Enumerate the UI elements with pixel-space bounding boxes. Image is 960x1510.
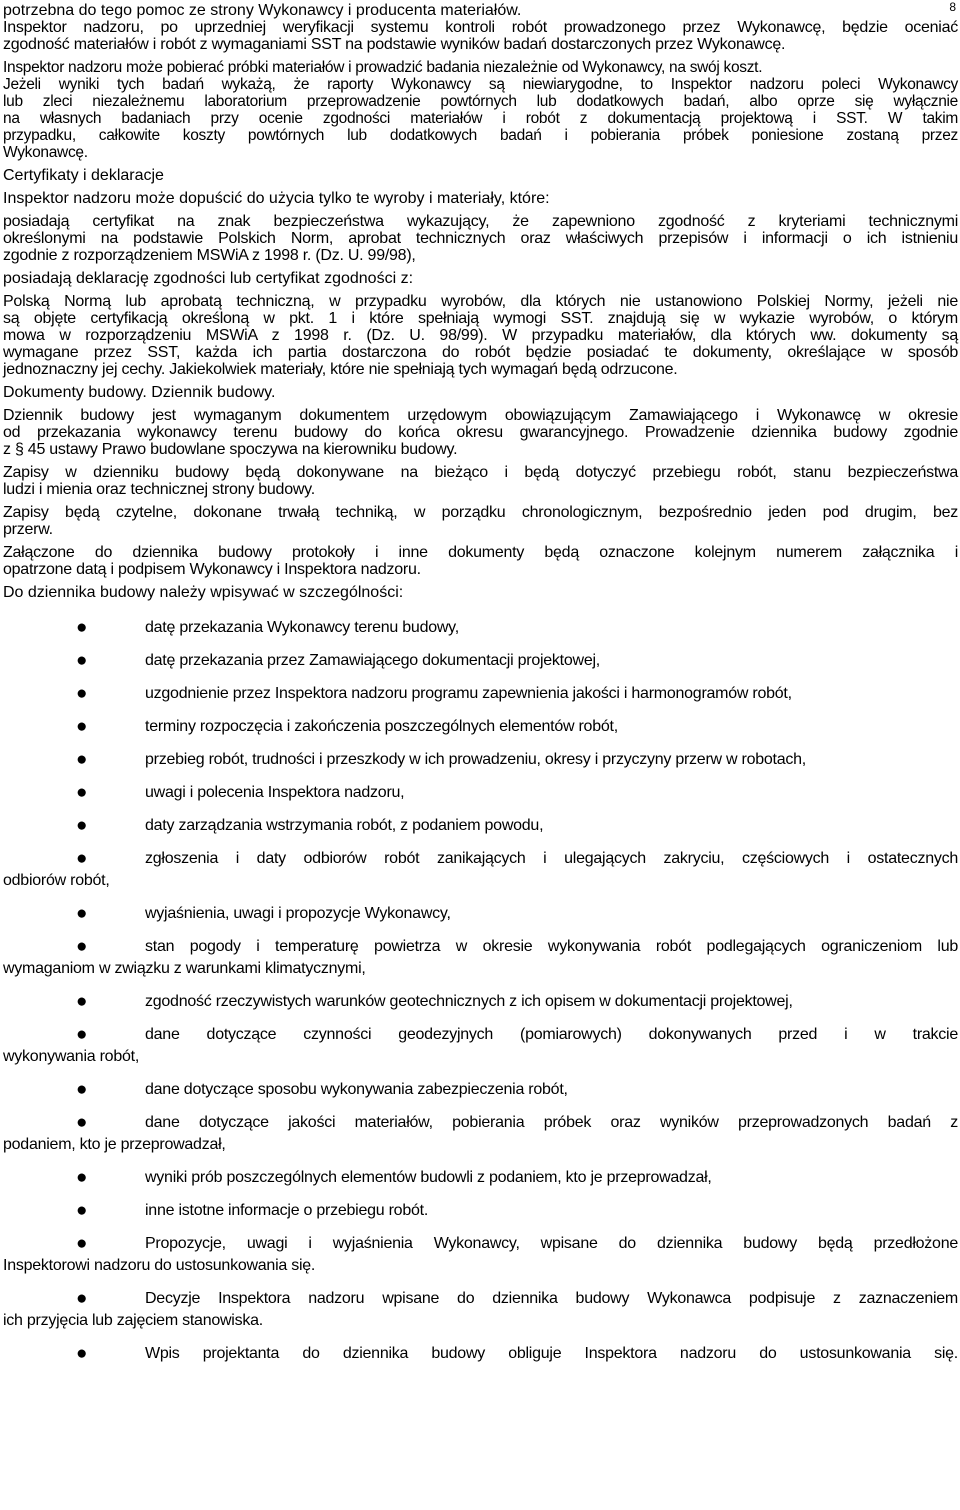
list-item bbox=[3, 746, 958, 779]
section-heading-documents bbox=[3, 384, 958, 401]
text-line: przypadku, całkowite koszty powtórnych lub dodatkowych badań i pobierania próbek poniesione zostaną przez bbox=[3, 127, 958, 144]
list-item-text: uzgodnienie przez Inspektora nadzoru programu zapewnienia jakości i harmonogramów robót, bbox=[145, 685, 792, 702]
paragraph-9 bbox=[3, 293, 958, 378]
text-line: są objęte certyfikacją określoną w pkt. 1 i które spełniają wymogi SST. znajdują się w wykazie wyrobów, o którym bbox=[3, 310, 958, 327]
text-line: opatrzone datą i podpisem Wykonawcy i Inspektora nadzoru. bbox=[3, 561, 421, 578]
list-item bbox=[3, 933, 958, 988]
list-item-text: wyjaśnienia, uwagi i propozycje Wykonawcy, bbox=[145, 905, 451, 922]
text-line: Do dziennika budowy należy wpisywać w szczególności: bbox=[3, 584, 404, 601]
list-item bbox=[3, 1021, 958, 1076]
list-item bbox=[3, 812, 958, 845]
page-number: 8 bbox=[949, 0, 956, 14]
text-line: Inspektor nadzoru może dopuścić do użycia tylko te wyroby i materiały, które: bbox=[3, 190, 550, 207]
list-item-text: przebieg robót, trudności i przeszkody w ich prowadzeniu, okresy i przyczyny przerw w robotach, bbox=[145, 751, 806, 768]
list-item-text: Decyzje Inspektora nadzoru wpisane do dziennika budowy Wykonawca podpisuje z zaznaczeniem bbox=[145, 1290, 958, 1307]
list-item-text: inne istotne informacje o przebiegu robót. bbox=[145, 1202, 429, 1219]
paragraph-7 bbox=[3, 213, 958, 264]
text-line: określonymi na podstawie Polskich Norm, aprobat technicznych oraz właściwych przepisów i informacji o ich istnieniu bbox=[3, 230, 958, 247]
list-item-text: uwagi i polecenia Inspektora nadzoru, bbox=[145, 784, 405, 801]
paragraph-6 bbox=[3, 190, 958, 207]
bullet-icon: ● bbox=[76, 1233, 88, 1254]
list-item-text: stan pogody i temperaturę powietrza w okresie wykonywania robót podlegających ograniczeniom lub bbox=[145, 938, 958, 955]
list-item-text: datę przekazania przez Zamawiającego dokumentacji projektowej, bbox=[145, 652, 600, 669]
list-item-text: dane dotyczące sposobu wykonywania zabezpieczenia robót, bbox=[145, 1081, 568, 1098]
text-line: mowa w rozporządzeniu MSWiA z 1998 r. (Dz. U. 98/99). W przypadku materiałów, dla których ww. dokumenty są bbox=[3, 327, 958, 344]
bullet-icon: ● bbox=[76, 903, 88, 924]
bullet-icon: ● bbox=[76, 815, 88, 836]
bullet-icon: ● bbox=[76, 1112, 88, 1133]
text-line: wymagane przez SST, każda ich partia dostarczona do robót będzie posiadać te dokumenty, określające w sposób bbox=[3, 344, 958, 361]
list-item bbox=[3, 1197, 958, 1230]
list-item bbox=[3, 647, 958, 680]
list-item-continuation: Inspektorowi nadzoru do ustosunkowania się. bbox=[3, 1257, 316, 1274]
bullet-icon: ● bbox=[76, 936, 88, 957]
text-line: posiadają deklarację zgodności lub certyfikat zgodności z: bbox=[3, 270, 414, 287]
text-line: zgodnie z rozporządzeniem MSWiA z 1998 r. (Dz. U. 99/98), bbox=[3, 247, 416, 264]
list-item-text: terminy rozpoczęcia i zakończenia poszczególnych elementów robót, bbox=[145, 718, 618, 735]
list-item-continuation: wykonywania robót, bbox=[3, 1048, 140, 1065]
list-item bbox=[3, 1164, 958, 1197]
list-item-continuation: wymaganiom w związku z warunkami klimatycznymi, bbox=[3, 960, 366, 977]
bullet-icon: ● bbox=[76, 848, 88, 869]
list-item bbox=[3, 845, 958, 900]
list-item bbox=[3, 988, 958, 1021]
text-line: potrzebna do tego pomoc ze strony Wykonawcy i producenta materiałów. bbox=[3, 2, 522, 19]
text-line: z § 45 ustawy Prawo budowlane spoczywa na kierowniku budowy. bbox=[3, 441, 458, 458]
list-item-text: Wpis projektanta do dziennika budowy obliguje Inspektora nadzoru do ustosunkowania się. bbox=[145, 1345, 958, 1362]
bullet-icon: ● bbox=[76, 1079, 88, 1100]
bullet-icon: ● bbox=[76, 782, 88, 803]
text-line: lub zleci niezależnemu laboratorium przeprowadzenie powtórnych lub dodatkowych badań, albo oprze się wyłącznie bbox=[3, 93, 958, 110]
bullet-icon: ● bbox=[76, 1167, 88, 1188]
text-line: na własnych badaniach przy ocenie zgodności materiałów i robót z dokumentacją projektową i SST. W takim bbox=[3, 110, 958, 127]
list-item bbox=[3, 614, 958, 647]
text-line: Zapisy będą czytelne, dokonane trwałą techniką, w porządku chronologicznym, bezpośrednio jeden pod drugim, bez bbox=[3, 504, 958, 521]
text-line: od przekazania wykonawcy terenu budowy do końca okresu gwarancyjnego. Prowadzenie dziennika budowy zgodnie bbox=[3, 424, 958, 441]
paragraph-13 bbox=[3, 504, 958, 538]
text-line: Inspektor nadzoru, po uprzedniej weryfikacji systemu kontroli robót prowadzonego przez Wykonawcę, będzie oceniać bbox=[3, 19, 958, 36]
text-line: Załączone do dziennika budowy protokoły i inne dokumenty będą oznaczone kolejnym numerem załącznika i bbox=[3, 544, 958, 561]
list-item bbox=[3, 1230, 958, 1285]
list-item-text: daty zarządzania wstrzymania robót, z podaniem powodu, bbox=[145, 817, 544, 834]
paragraph-11 bbox=[3, 407, 958, 458]
paragraph-12 bbox=[3, 464, 958, 498]
paragraph-1 bbox=[3, 2, 958, 19]
list-item bbox=[3, 1340, 958, 1373]
text-line: Zapisy w dzienniku budowy będą dokonywane na bieżąco i będą dotyczyć przebiegu robót, stanu bezpieczeństwa bbox=[3, 464, 958, 481]
section-heading-certificates bbox=[3, 167, 958, 184]
text-line: Inspektor nadzoru może pobierać próbki materiałów i prowadzić badania niezależnie od Wykonawcy, na swój koszt. bbox=[3, 59, 763, 76]
list-item-text: wyniki prób poszczególnych elementów budowli z podaniem, kto je przeprowadzał, bbox=[145, 1169, 712, 1186]
list-item bbox=[3, 1076, 958, 1109]
bullet-icon: ● bbox=[76, 1343, 88, 1364]
list-item-text: Propozycje, uwagi i wyjaśnienia Wykonawcy, wpisane do dziennika budowy będą przedłożone bbox=[145, 1235, 958, 1252]
paragraph-14 bbox=[3, 544, 958, 578]
list-item-text: dane dotyczące jakości materiałów, pobierania próbek oraz wyników przeprowadzonych badań z bbox=[145, 1114, 958, 1131]
list-item-continuation: odbiorów robót, bbox=[3, 872, 110, 889]
bullet-icon: ● bbox=[76, 617, 88, 638]
bullet-icon: ● bbox=[76, 683, 88, 704]
text-line: Polską Normą lub aprobatą techniczną, w przypadku wyrobów, dla których nie ustanowiono Polskiej Normy, jeżeli nie bbox=[3, 293, 958, 310]
text-line: Certyfikaty i deklaracje bbox=[3, 167, 164, 184]
text-line: zgodność materiałów i robót z wymaganiami SST na podstawie wyników badań dostarczonych przez Wykonawcę. bbox=[3, 36, 786, 53]
bullet-list bbox=[3, 614, 958, 1373]
list-item-continuation: ich przyjęcia lub zajęciem stanowiska. bbox=[3, 1312, 263, 1329]
list-item bbox=[3, 900, 958, 933]
text-line: posiadają certyfikat na znak bezpieczeństwa wykazujący, że zapewniono zgodność z kryteriami technicznymi bbox=[3, 213, 958, 230]
paragraph-3 bbox=[3, 59, 958, 76]
text-line: Dziennik budowy jest wymaganym dokumentem urzędowym obowiązującym Zamawiającego i Wykonawcę w okresie bbox=[3, 407, 958, 424]
paragraph-2 bbox=[3, 19, 958, 53]
list-item bbox=[3, 779, 958, 812]
list-item-continuation: podaniem, kto je przeprowadzał, bbox=[3, 1136, 226, 1153]
list-item bbox=[3, 713, 958, 746]
list-item-text: zgłoszenia i daty odbiorów robót zanikających i ulegających zakryciu, częściowych i ostatecznych bbox=[145, 850, 958, 867]
text-line: Jeżeli wyniki tych badań wykażą, że raporty Wykonawcy są niewiarygodne, to Inspektor nadzoru poleci Wykonawcy bbox=[3, 76, 958, 93]
list-item bbox=[3, 1285, 958, 1340]
list-item-text: datę przekazania Wykonawcy terenu budowy, bbox=[145, 619, 459, 636]
list-item bbox=[3, 1109, 958, 1164]
text-line: jednoznaczny jej cechy. Jakiekolwiek materiały, które nie spełniają tych wymagań będą odrzucone. bbox=[3, 361, 678, 378]
bullet-icon: ● bbox=[76, 716, 88, 737]
document-body bbox=[3, 2, 958, 1373]
bullet-icon: ● bbox=[76, 749, 88, 770]
text-line: ludzi i mienia oraz technicznej strony budowy. bbox=[3, 481, 315, 498]
bullet-icon: ● bbox=[76, 1024, 88, 1045]
paragraph-4 bbox=[3, 76, 958, 161]
list-item bbox=[3, 680, 958, 713]
text-line: Dokumenty budowy. Dziennik budowy. bbox=[3, 384, 276, 401]
bullet-icon: ● bbox=[76, 1200, 88, 1221]
list-item-text: zgodność rzeczywistych warunków geotechnicznych z ich opisem w dokumentacji projektowej, bbox=[145, 993, 793, 1010]
list-item-text: dane dotyczące czynności geodezyjnych (pomiarowych) dokonywanych przed i w trakcie bbox=[145, 1026, 958, 1043]
paragraph-8 bbox=[3, 270, 958, 287]
bullet-icon: ● bbox=[76, 991, 88, 1012]
text-line: przerw. bbox=[3, 521, 53, 538]
text-line: Wykonawcę. bbox=[3, 144, 88, 161]
bullet-icon: ● bbox=[76, 650, 88, 671]
paragraph-15 bbox=[3, 584, 958, 601]
bullet-icon: ● bbox=[76, 1288, 88, 1309]
